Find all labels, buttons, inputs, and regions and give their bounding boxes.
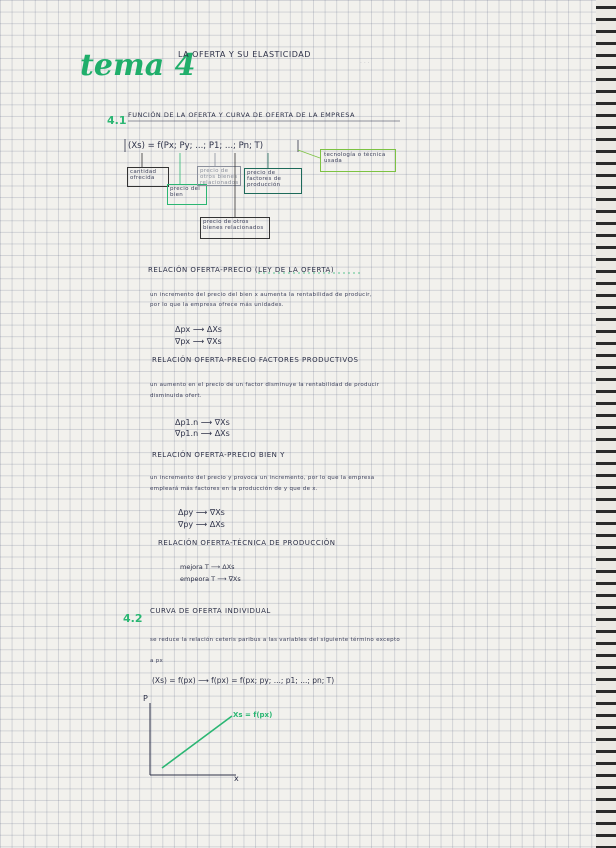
supply-curve	[162, 716, 232, 768]
box-precio-otros-lower: precio de otros bienes relacionados	[200, 217, 270, 239]
subsection-eq-1a: Δpx ⟶ ΔXs	[175, 325, 222, 334]
box-tecnologia: tecnología o técnica usada	[320, 149, 396, 172]
box-precio-otros: precio de otros bienes relacionados	[197, 166, 241, 186]
subsection-text-1b: por lo que la empresa ofrece más unidades.	[150, 302, 284, 308]
subsection-eq-3b: ∇py ⟶ ΔXs	[178, 520, 225, 529]
subsection-eq-2b: ∇p1.n ⟶ ΔXs	[175, 429, 230, 438]
page-subtitle: LA OFERTA Y SU ELASTICIDAD	[178, 50, 311, 59]
section-number-4-2: 4.2	[123, 612, 143, 625]
supply-function-formula: (Xs) = f(Px; Py; ...; P1; ...; Pn; T)	[128, 141, 264, 151]
section-number-4-1: 4.1	[107, 114, 127, 127]
faint-bleed-through: · · ·	[360, 60, 370, 67]
subsection-text-2b: disminuida ofert.	[150, 393, 202, 399]
page-title: tema 4	[80, 48, 196, 83]
graph-x-label: x	[234, 774, 239, 783]
section-title-4-2: CURVA DE OFERTA INDIVIDUAL	[150, 607, 271, 615]
subsection-title-2: RELACIÓN OFERTA-PRECIO FACTORES PRODUCTIVOS	[152, 356, 359, 364]
subsection-eq-1b: ∇px ⟶ ∇Xs	[175, 337, 222, 346]
subsection-title-3: RELACIÓN OFERTA-PRECIO BIEN Y	[152, 451, 285, 459]
subsection-title-4: RELACIÓN OFERTA-TÉCNICA DE PRODUCCIÓN	[158, 539, 336, 547]
subsection-eq-4b: empeora T ⟶ ∇Xs	[180, 575, 241, 583]
subsection-text-2a: un aumento en el precio de un factor disminuye la rentabilidad de producir	[150, 382, 380, 388]
subsection-text-3b: empleará más factores en la producción de y que de x.	[150, 486, 318, 492]
box-precio-bien: precio del bien	[167, 184, 207, 205]
section-title-4-1: FUNCIÓN DE LA OFERTA Y CURVA DE OFERTA DE LA EMPRESA	[128, 111, 355, 119]
subsection-eq-3a: Δpy ⟶ ∇Xs	[178, 508, 225, 517]
graph-curve-label: Xs = f(px)	[233, 711, 273, 719]
section-4-2-text-a: se reduce la relación ceteris paribus a las variables del siguiente término excepto	[150, 637, 401, 643]
subsection-eq-4a: mejora T ⟶ ΔXs	[180, 563, 235, 571]
section-4-2-text-b: a px	[150, 658, 164, 664]
box-cantidad: cantidad ofrecida	[127, 167, 169, 187]
spiral-binding	[596, 0, 616, 848]
box-precio-factores: precio de factores de producción	[244, 168, 302, 194]
subsection-text-3a: un incremento del precio y provoca un incremento, por lo que la empresa	[150, 475, 375, 481]
subsection-title-1: RELACIÓN OFERTA-PRECIO (LEY DE LA OFERTA)	[148, 266, 335, 274]
formula-brackets	[125, 139, 298, 152]
subsection-eq-2a: Δp1.n ⟶ ∇Xs	[175, 418, 230, 427]
graph-y-label: P	[143, 694, 148, 703]
connector-tecnologia	[298, 150, 320, 158]
subsection-text-1a: un incremento del precio del bien x aumenta la rentabilidad de producir,	[150, 292, 372, 298]
individual-supply-formula: (Xs) = f(px) ⟶ f(px) = f(px; py; ...; p1; ...; pn; T)	[152, 676, 335, 685]
